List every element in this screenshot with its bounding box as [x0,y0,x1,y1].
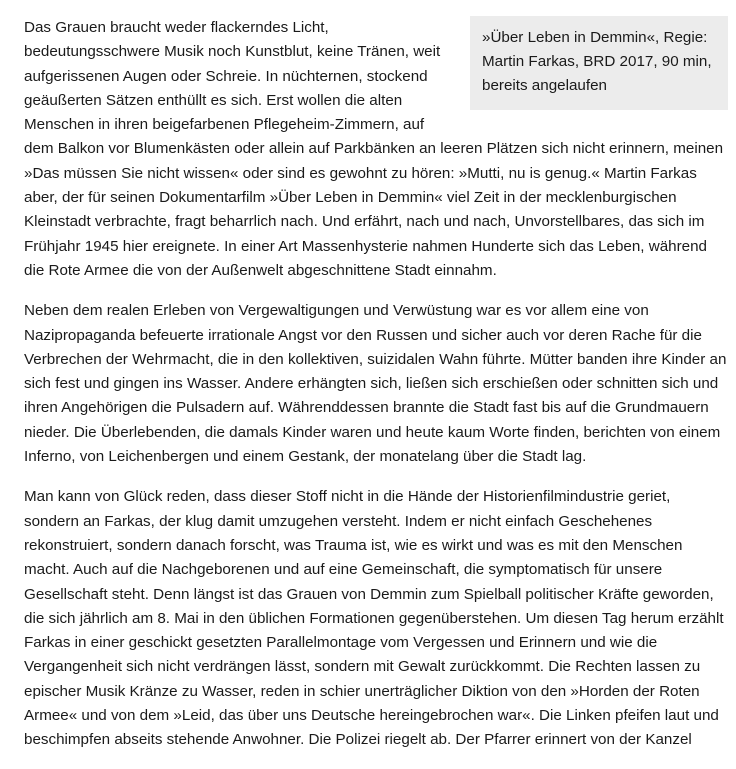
film-info-box [470,16,728,110]
article-paragraph-3: Man kann von Glück reden, dass dieser Stoff nicht in die Hände der Historienfilmindustrie geriet, sondern an Farkas, der klug damit umzugehen versteht. Indem er nicht einfach Geschehenes rekonstruiert, sondern danach forscht, was Trauma ist, wie es wirkt und was es mit den Menschen macht. Auch auf die Nachgeborenen und auf eine Gemeinschaft, die symptomatisch für unsere Gesellschaft steht. Denn längst ist das Grauen von Demmin zum Spielball politischer Kräfte geworden, die sich jährlich am 8. Mai in den üblichen Formationen gegenüberstehen. Um diesen Tag herum erzählt Farkas in einer geschickt gesetzten Parallelmontage vom Vergessen und Erinnern und wie die Vergangenheit sich nicht verdrängen lässt, sondern mit Gewalt zurückkommt. Die Rechten lassen zu epischer Musik Kränze zu Wasser, reden in schier unerträglicher Diktion von den »Horden der Roten Armee« und von dem »Leid, das über uns Deutsche hereingebrochen war«. Die Linken pfeifen laut und beschimpfen abseits stehende Anwohner. Die Polizei riegelt ab. Der Pfarrer erinnert von der Kanzel [24,488,724,749]
film-info-text: »Über Leben in Demmin«, Regie: Martin Farkas, BRD 2017, 90 min, bereits angelaufen [482,29,712,94]
article-paragraph-2: Neben dem realen Erleben von Vergewaltigungen und Verwüstung war es vor allem eine von Nazipropaganda befeuerte irrationale Angst vor den Russen und sicher auch vor deren Rache für die Verbrechen der Wehrmacht, die in den kollektiven, suizidalen Wahn führte. Mütter banden ihre Kinder an sich fest und gingen ins Wasser. Andere erhängten sich, ließen sich erschießen oder schnitten sich und ihren Angehörigen die Pulsadern auf. Währenddessen brannte die Stadt fast bis auf die Grundmauern nieder. Die Überlebenden, die damals Kinder waren und heute kaum Worte finden, berichten von einem Inferno, von Leichenbergen und einem Gestank, der monatelang über die Stadt lag. [24,302,727,466]
article-paragraph-1: Das Grauen braucht weder flackerndes Licht, bedeutungsschwere Musik noch Kunstblut, keine Tränen, weit aufgerissenen Augen oder Schreie. In nüchternen, stockend geäußerten Sätzen enthüllt es sich. Erst wollen die alten Menschen in ihren beigefarbenen Pflegeheim-Zimmern, auf dem Balkon vor Blumenkästen oder allein auf Parkbänken an leeren Plätzen sich nicht erinnern, meinen »Das müssen Sie nicht wissen« oder sind es gewohnt zu hören: »Mutti, nu is genug.« Martin Farkas aber, der für seinen Dokumentarfilm »Über Leben in Demmin« viel Zeit in der mecklenburgischen Kleinstadt verbrachte, fragt beharrlich nach. Und erfährt, nach und nach, Unvorstellbares, das sich im Frühjahr 1945 hier ereignete. In einer Art Massenhysterie nahmen Hunderte sich das Leben, während die Rote Armee die von der Außenwelt abgeschnittene Stadt einnahm. [24,19,724,279]
article [24,16,728,769]
